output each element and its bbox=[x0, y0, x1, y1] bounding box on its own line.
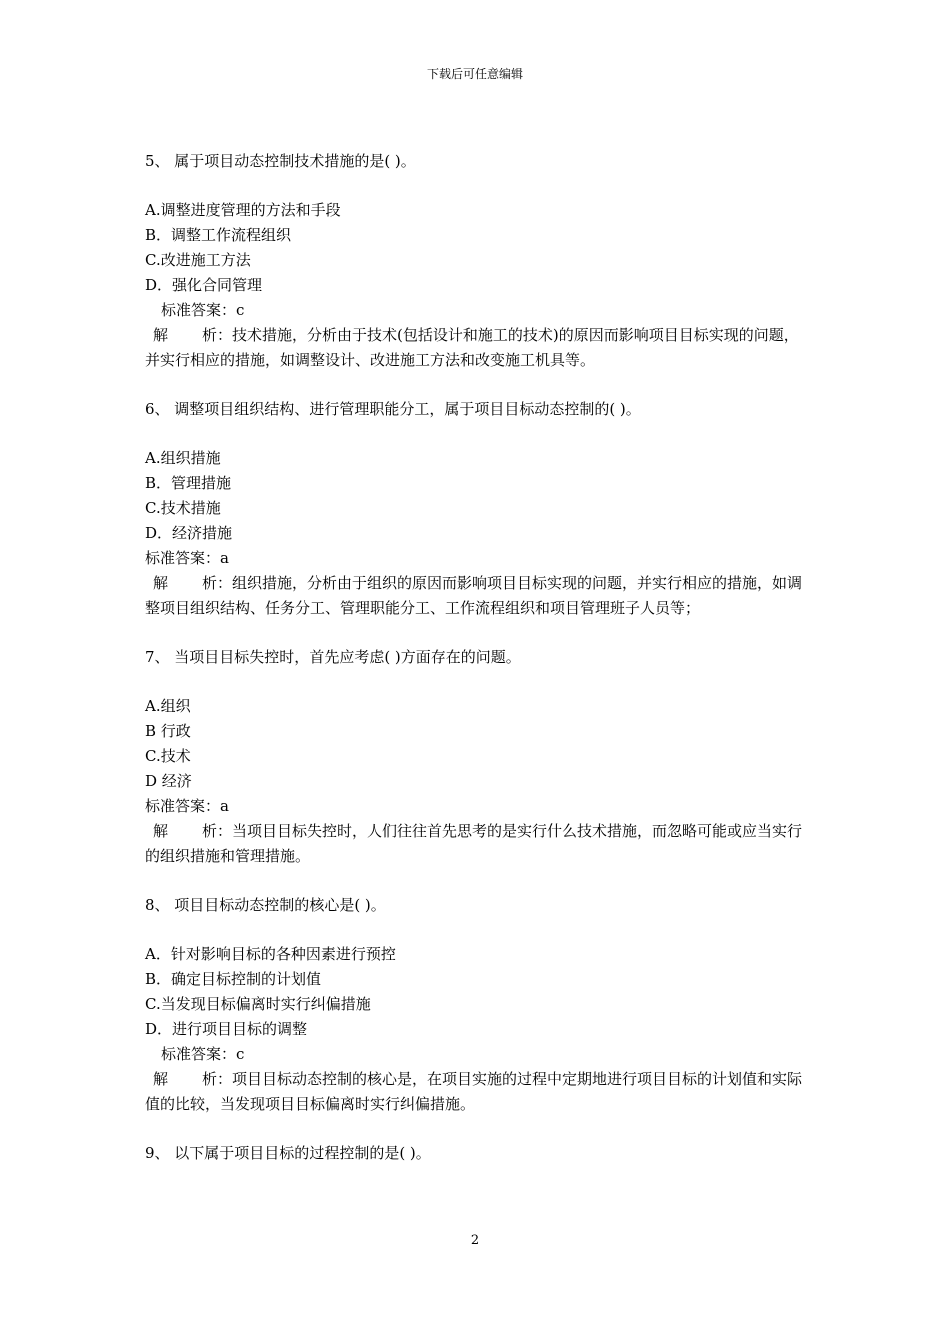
analysis-label-suffix: 析： bbox=[202, 326, 233, 344]
question-6-text: 6、 调整项目组织结构、进行管理职能分工，属于项目目标动态控制的( )。 bbox=[145, 400, 641, 418]
question-5-option-d: D．强化合同管理 bbox=[145, 276, 263, 294]
analysis-text: 技术措施，分析由于技术(包括设计和施工的技术)的原因而影响项目目标实现的问题，并实行相应的措施，如调整设计、改进施工方法和改变施工机具等。 bbox=[145, 326, 799, 369]
question-7-option-d: D 经济 bbox=[145, 772, 192, 790]
question-7-option-b: B 行政 bbox=[145, 722, 191, 740]
analysis-label: 解 bbox=[153, 1070, 169, 1088]
question-7-analysis bbox=[145, 819, 810, 869]
question-6-option-d: D．经济措施 bbox=[145, 524, 233, 542]
analysis-label-suffix: 析： bbox=[202, 1070, 233, 1088]
question-5-option-a: A.调整进度管理的方法和手段 bbox=[145, 201, 341, 219]
question-8-option-b: B．确定目标控制的计划值 bbox=[145, 970, 322, 988]
analysis-text: 项目目标动态控制的核心是，在项目实施的过程中定期地进行项目目标的计划值和实际值的比较，当发现项目目标偏离时实行纠偏措施。 bbox=[145, 1070, 803, 1113]
question-6-option-a: A.组织措施 bbox=[145, 449, 221, 467]
page-header: 下载后可任意编辑 bbox=[426, 67, 523, 81]
analysis-label-suffix: 析： bbox=[202, 822, 233, 840]
question-8-option-c: C.当发现目标偏离时实行纠偏措施 bbox=[145, 995, 371, 1013]
question-5-option-b: B．调整工作流程组织 bbox=[145, 226, 292, 244]
analysis-label: 解 bbox=[153, 574, 169, 592]
question-6-analysis bbox=[145, 571, 810, 621]
page-number: 2 bbox=[470, 1233, 480, 1248]
document-body bbox=[145, 149, 810, 1166]
question-5-option-c: C.改进施工方法 bbox=[145, 251, 251, 269]
analysis-text: 组织措施，分析由于组织的原因而影响项目目标实现的问题，并实行相应的措施，如调整项目组织结构、任务分工、管理职能分工、工作流程组织和项目管理班子人员等； bbox=[145, 574, 803, 617]
question-5-answer: 标准答案：c bbox=[161, 301, 245, 319]
question-5-text: 5、 属于项目动态控制技术措施的是( )。 bbox=[145, 152, 416, 170]
analysis-label: 解 bbox=[153, 822, 169, 840]
analysis-text: 当项目目标失控时，人们往往首先思考的是实行什么技术措施，而忽略可能或应当实行的组织措施和管理措施。 bbox=[145, 822, 803, 865]
question-8-text: 8、 项目目标动态控制的核心是( )。 bbox=[145, 896, 386, 914]
question-6-option-c: C.技术措施 bbox=[145, 499, 221, 517]
question-7-option-c: C.技术 bbox=[145, 747, 191, 765]
question-8-analysis bbox=[145, 1067, 810, 1117]
analysis-label-suffix: 析： bbox=[202, 574, 233, 592]
question-8-option-a: A．针对影响目标的各种因素进行预控 bbox=[145, 945, 396, 963]
question-9-text: 9、 以下属于项目目标的过程控制的是( )。 bbox=[145, 1144, 431, 1162]
question-5-analysis bbox=[145, 323, 810, 373]
question-6-answer: 标准答案：a bbox=[145, 549, 229, 567]
analysis-label: 解 bbox=[153, 326, 169, 344]
question-7-option-a: A.组织 bbox=[145, 697, 191, 715]
question-7-text: 7、 当项目目标失控时，首先应考虑( )方面存在的问题。 bbox=[145, 648, 521, 666]
question-6-option-b: B．管理措施 bbox=[145, 474, 232, 492]
question-8-option-d: D．进行项目目标的调整 bbox=[145, 1020, 308, 1038]
question-7-answer: 标准答案：a bbox=[145, 797, 229, 815]
question-8-answer: 标准答案：c bbox=[161, 1045, 245, 1063]
